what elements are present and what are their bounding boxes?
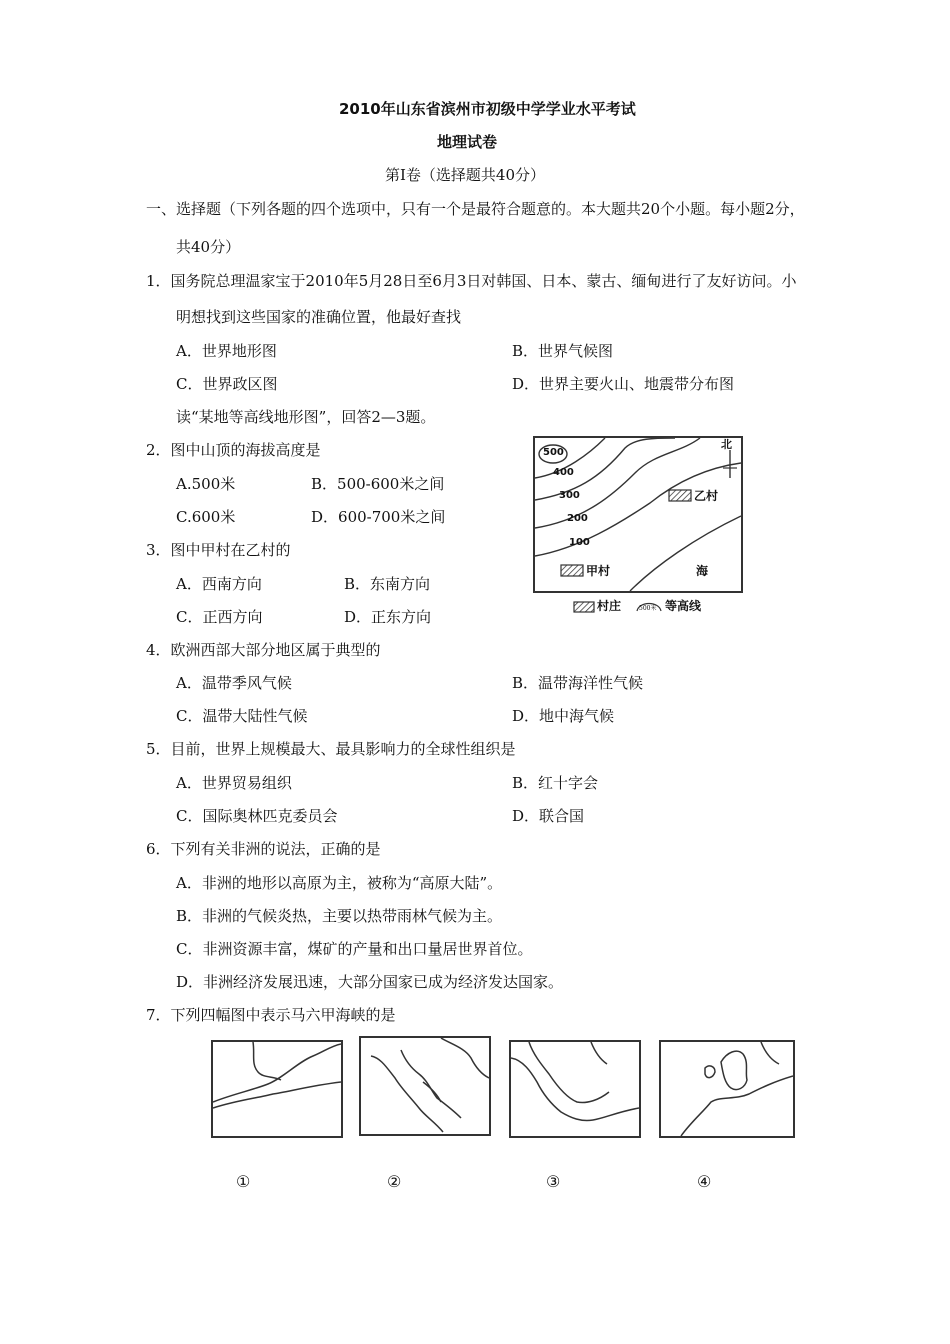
q5-option-d: D．联合国 <box>512 807 585 825</box>
q1-option-d: D．世界主要火山、地震带分布图 <box>512 375 735 393</box>
q6-option-d: D．非洲经济发展迅速，大部分国家已成为经济发达国家。 <box>176 973 564 991</box>
exam-title: 2010年山东省滨州市初级中学学业水平考试 <box>339 100 636 118</box>
q7-label-3: ③ <box>546 1172 561 1191</box>
q3-option-c: C．正西方向 <box>176 608 263 626</box>
q3-option-d: D．正东方向 <box>344 608 432 626</box>
q6-stem: 6．下列有关非洲的说法，正确的是 <box>146 840 381 858</box>
q7-map-4-coastline <box>661 1042 793 1136</box>
q2-option-a: A.500米 <box>176 475 236 493</box>
sea-label: 海 <box>696 564 709 578</box>
q7-map-3 <box>509 1040 641 1138</box>
q7-label-4: ④ <box>697 1172 712 1191</box>
q5-option-a: A．世界贸易组织 <box>176 774 292 792</box>
q3-option-a: A．西南方向 <box>176 575 262 593</box>
peak-label: 500 <box>543 447 564 458</box>
q2-option-d: D．600-700米之间 <box>311 508 446 526</box>
contour-label-200: 200 <box>567 513 588 524</box>
q7-map-2-coastline <box>361 1038 489 1134</box>
contour-map <box>533 436 743 593</box>
q2-option-c: C.600米 <box>176 508 236 526</box>
q1-stem-2: 明想找到这些国家的准确位置，他最好查找 <box>176 308 462 326</box>
q7-map-1-coastline <box>213 1042 341 1136</box>
exam-subject: 地理试卷 <box>437 133 498 151</box>
q6-option-c: C．非洲资源丰富，煤矿的产量和出口量居世界首位。 <box>176 940 533 958</box>
village-yi-label: 乙村 <box>694 489 719 503</box>
q2-stem: 2．图中山顶的海拔高度是 <box>146 441 321 459</box>
q4-option-a: A．温带季风气候 <box>176 674 292 692</box>
q2-option-b: B．500-600米之间 <box>311 475 445 493</box>
q4-stem: 4．欧洲西部大部分地区属于典型的 <box>146 641 381 659</box>
q1-option-a: A．世界地形图 <box>176 342 277 360</box>
q5-option-c: C．国际奥林匹克委员会 <box>176 807 338 825</box>
q6-option-a: A．非洲的地形以高原为主，被称为“高原大陆”。 <box>176 874 503 892</box>
contour-label-300: 300 <box>559 490 580 501</box>
q4-option-c: C．温带大陆性气候 <box>176 707 308 725</box>
legend-village-label: 村庄 <box>597 599 622 613</box>
q7-stem: 7．下列四幅图中表示马六甲海峡的是 <box>146 1006 396 1024</box>
q7-label-2: ② <box>387 1172 402 1191</box>
contour-lines <box>535 438 741 591</box>
section-instructions-2: 共40分） <box>176 238 241 256</box>
q1-option-b: B．世界气候图 <box>512 342 614 360</box>
exam-part: 第Ⅰ卷（选择题共40分） <box>385 166 546 184</box>
q7-map-4 <box>659 1040 795 1138</box>
q5-stem: 5．目前，世界上规模最大、最具影响力的全球性组织是 <box>146 740 516 758</box>
north-label: 北 <box>721 438 732 451</box>
village-jia-label: 甲村 <box>586 564 611 578</box>
read-note: 读“某地等高线地形图”，回答2—3题。 <box>176 408 436 426</box>
legend-village-swatch <box>573 601 595 613</box>
q3-stem: 3．图中甲村在乙村的 <box>146 541 291 559</box>
legend-contour-sample: 500米 <box>639 605 657 612</box>
q1-option-c: C．世界政区图 <box>176 375 278 393</box>
q3-option-b: B．东南方向 <box>344 575 431 593</box>
q7-map-2 <box>359 1036 491 1136</box>
q6-option-b: B．非洲的气候炎热，主要以热带雨林气候为主。 <box>176 907 503 925</box>
q1-stem-1: 1．国务院总理温家宝于2010年5月28日至6月3日对韩国、日本、蒙古、缅甸进行了友好访问。小 <box>146 272 797 290</box>
q4-option-d: D．地中海气候 <box>512 707 615 725</box>
q4-option-b: B．温带海洋性气候 <box>512 674 644 692</box>
legend-contour-label: 等高线 <box>665 599 702 613</box>
contour-label-100: 100 <box>569 537 590 548</box>
q7-label-1: ① <box>236 1172 251 1191</box>
q5-option-b: B．红十字会 <box>512 774 599 792</box>
q7-map-1 <box>211 1040 343 1138</box>
map-legend <box>573 598 743 616</box>
contour-label-400: 400 <box>553 467 574 478</box>
section-instructions-1: 一、选择题（下列各题的四个选项中，只有一个是最符合题意的。本大题共20个小题。每小题2分， <box>146 200 805 218</box>
q7-map-3-coastline <box>511 1042 639 1136</box>
